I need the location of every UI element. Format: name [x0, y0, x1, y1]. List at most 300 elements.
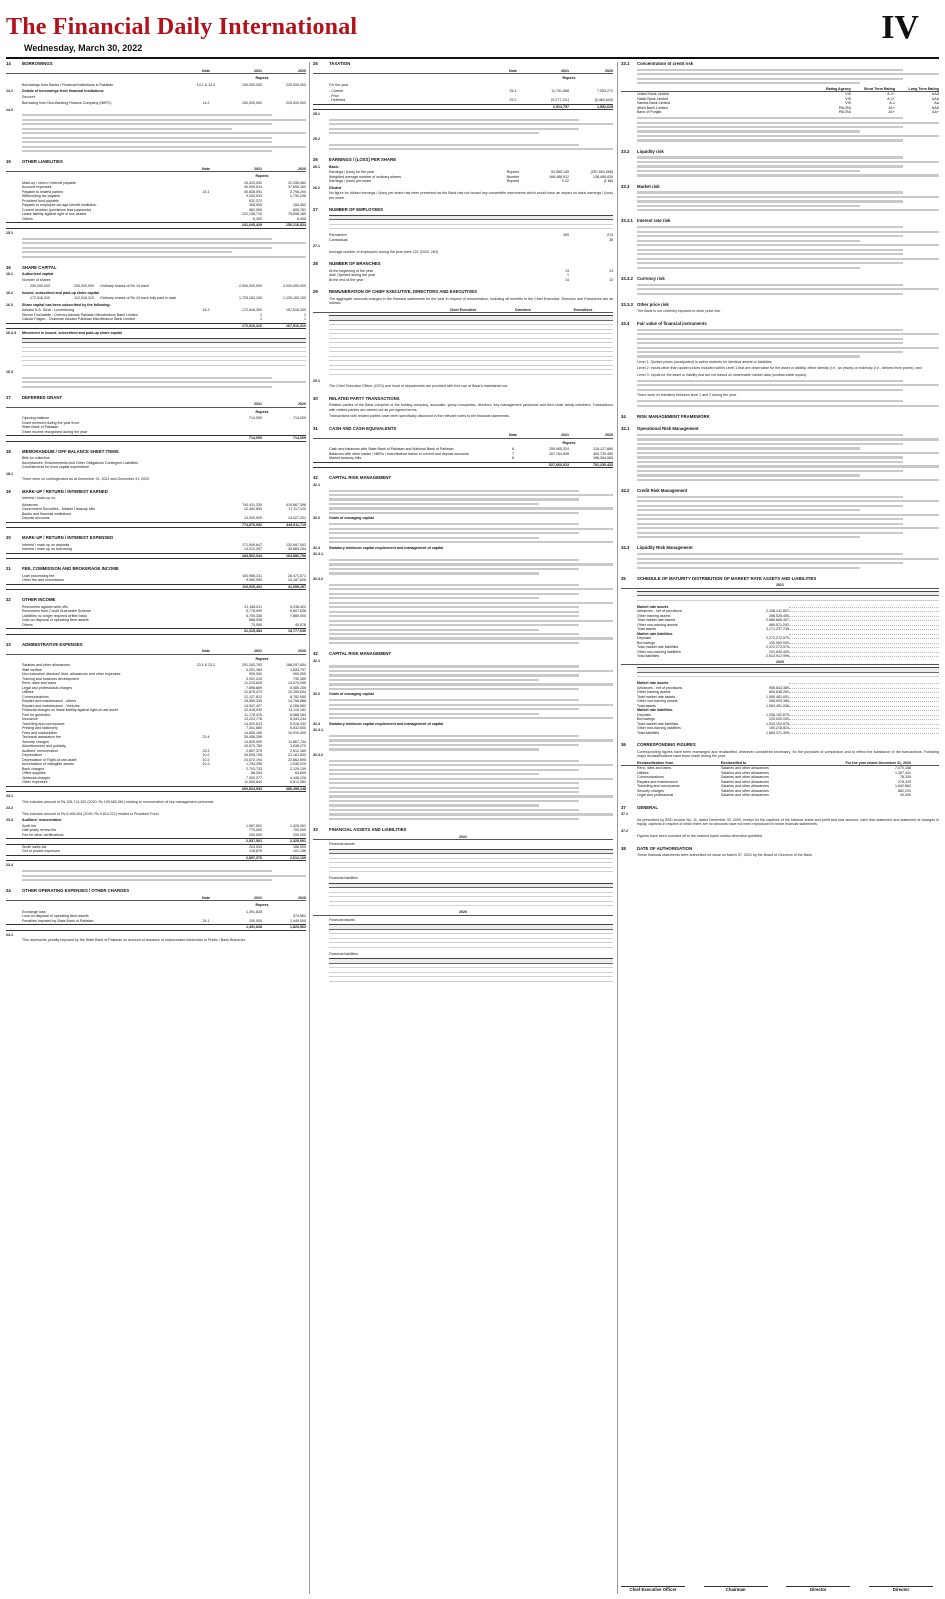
table-cell — [436, 370, 472, 375]
section-number: 33.1 — [621, 62, 630, 66]
row-label: Repairs and maintenance - Vehicles — [22, 703, 80, 708]
section-number: 33.3.1 — [621, 218, 633, 224]
fine-print-line — [637, 505, 903, 507]
table-cell — [474, 943, 502, 948]
rating-agency: VIS — [845, 101, 851, 106]
table-cell — [542, 225, 578, 230]
row-label: Non executive directors' fees, allowances and other expenses — [22, 672, 121, 677]
table-cell — [436, 225, 472, 230]
table-cell — [446, 868, 474, 873]
total-row — [6, 584, 306, 591]
value-2021: 10,673,789 — [244, 744, 262, 749]
row-label: Training and business development — [22, 676, 79, 681]
subsection-heading — [313, 379, 613, 384]
column-headings — [6, 402, 306, 408]
value-2020: 400,739,490 — [593, 451, 613, 456]
section-heading — [6, 266, 306, 271]
fine-print — [313, 791, 613, 807]
table-year-heading — [313, 835, 613, 841]
section-number: 34.2 — [621, 488, 630, 494]
row-note — [194, 925, 218, 930]
fine-print-line — [637, 347, 939, 349]
currency-heading — [313, 76, 613, 81]
row-note: 8 — [512, 456, 514, 461]
fine-print-line — [637, 73, 939, 75]
rupees-label: Rupees — [255, 903, 269, 908]
table-cell — [529, 868, 557, 873]
row-label — [6, 925, 194, 930]
section-title: OTHER INCOME — [22, 597, 56, 603]
subsection-heading — [313, 728, 613, 733]
total-2020: 386,495,248 — [286, 786, 306, 791]
value-2021: 100,000,000 — [242, 82, 262, 87]
section-number: 33.3.3 — [621, 301, 633, 307]
table-row — [6, 849, 306, 854]
table-cell — [542, 370, 578, 375]
column-headings — [6, 167, 306, 173]
fine-print-line — [637, 465, 939, 467]
table-cell — [390, 977, 418, 982]
maturity-label: Other earning assets — [637, 613, 671, 618]
fine-print-line — [329, 503, 539, 505]
row-label: Other expenses — [22, 780, 48, 785]
fine-print-line — [637, 389, 903, 391]
reclassified-from: Utilities — [637, 770, 649, 775]
maturity-label: Advances - net of provisions — [637, 609, 683, 614]
maturity-label: Deposits — [637, 712, 651, 717]
fine-print — [6, 238, 306, 258]
row-label: Current taxation (provisions less payments) — [22, 207, 92, 212]
section-number: 18 — [6, 448, 11, 454]
fine-print-line — [637, 527, 939, 529]
section-heading — [621, 743, 939, 748]
fine-print — [621, 342, 939, 358]
value-2020: 132,997,542 — [286, 542, 306, 547]
total-2020: 41,659,297 — [288, 584, 306, 589]
year-heading: 2021 — [254, 402, 262, 407]
value-2021: 1 — [260, 317, 262, 322]
value-2021: 172,516,300 — [242, 308, 262, 313]
fine-print-line — [22, 128, 232, 130]
maturity-label: Market rate liabilities — [637, 708, 673, 713]
value-2020: 101,168 — [293, 849, 306, 854]
rupees-label: Rupees — [255, 656, 269, 661]
year-heading: 2021 — [254, 68, 262, 73]
value-2021: 1,725,163,100 — [239, 296, 262, 301]
section-title: REMUNERATION OF CHIEF EXECUTIVE, DIRECTORS AND EXECUTIVES — [329, 289, 477, 295]
subsection-number: 15.1 — [6, 230, 13, 235]
section-number: 32 — [313, 651, 318, 657]
maturity-total: 1,963,491,036 — [766, 703, 789, 708]
note-section — [313, 290, 613, 389]
section-heading — [621, 62, 939, 67]
fine-print-line — [637, 69, 903, 71]
row-label: Weighted average number of ordinary shares — [329, 174, 402, 179]
rating-heading: Rating Agency — [825, 86, 851, 91]
fine-print-line — [329, 507, 613, 509]
note-heading: Note — [509, 68, 517, 73]
fine-print-line — [22, 251, 232, 253]
section-number: 29 — [313, 289, 318, 295]
subsection-number: 32.2 — [313, 516, 320, 521]
section-number: 16 — [6, 264, 11, 270]
maturity-buckets — [789, 713, 939, 716]
year-heading: 2021 — [561, 433, 569, 438]
total-2021: 1,491,828 — [246, 925, 262, 930]
section-title: Currency risk — [637, 275, 665, 281]
value-2021: 40,905,514 — [244, 185, 262, 190]
note-heading: Note — [509, 433, 517, 438]
maturity-buckets — [789, 731, 939, 734]
rating-agency: PACRA — [838, 110, 851, 115]
fine-print-line — [637, 342, 903, 344]
fine-print — [621, 117, 939, 142]
fine-print — [313, 490, 613, 515]
note-section — [6, 643, 306, 881]
row-label — [6, 787, 194, 792]
value-2020: 5,016,333 — [290, 721, 306, 726]
table-cell — [446, 943, 474, 948]
maturity-buckets — [789, 636, 939, 639]
note-section — [6, 62, 306, 152]
subsection-number: 32.3 — [313, 545, 320, 550]
fine-print-line — [329, 563, 613, 565]
note-section — [621, 577, 939, 736]
row-note — [194, 465, 218, 470]
table-cell — [810, 673, 853, 678]
maturity-total: 2,272,272,570 — [766, 636, 789, 641]
value-2020: 10,255,634 — [288, 690, 306, 695]
value-2020: 1,535,029 — [290, 762, 306, 767]
section-number: 20 — [6, 535, 11, 541]
rating-agency: VIS — [845, 92, 851, 97]
section-title: DEFERRED GRANT — [22, 394, 63, 400]
row-note: 10.2 — [202, 753, 210, 758]
row-label: Liabilities no longer required written back — [22, 613, 88, 618]
section-number: 34 — [621, 413, 626, 419]
fine-print — [313, 144, 613, 151]
fine-print-line — [637, 400, 903, 402]
column-headings — [6, 69, 306, 75]
value-2020: 6,568,184 — [290, 712, 306, 717]
bank-name: Habib Bank Limited — [637, 96, 669, 101]
value-2020: 13,115,161 — [288, 708, 306, 713]
row-label: Recoveries against write offs — [22, 604, 68, 609]
value-2020: 8,782,550 — [290, 694, 306, 699]
table-cell — [474, 977, 502, 982]
row-note — [194, 554, 218, 559]
table-cell — [400, 225, 436, 230]
short-term-rating: A-1+ — [887, 92, 895, 97]
subsection-number: 16.2 — [6, 290, 13, 295]
row-note — [501, 105, 525, 110]
table-cell — [471, 370, 507, 375]
row-note — [501, 238, 525, 243]
row-label: Fee for other certifications — [22, 832, 64, 837]
section-number: 35 — [621, 575, 626, 581]
bank-name: Allied Bank Limited — [637, 105, 668, 110]
subsection-title: Statutory minimum capital requirement and management of capital — [329, 545, 444, 550]
table-cell — [723, 596, 766, 601]
value-2020: (1.86) — [603, 179, 613, 184]
table-cell — [22, 361, 58, 366]
fine-print — [621, 69, 939, 85]
table-cell — [502, 868, 530, 873]
total-2021: 110,925,401 — [242, 584, 262, 589]
table-cell — [129, 361, 165, 366]
note-section — [6, 396, 306, 442]
note-heading: Note — [202, 68, 210, 73]
fine-print-line — [637, 452, 939, 454]
fine-print-line — [637, 355, 860, 357]
short-term-rating: A-1 — [889, 101, 895, 106]
value-2020: 14,756,888 — [288, 699, 306, 704]
value-2021: 1 — [567, 273, 569, 278]
note-text: Figures have been rounded off to the nearest rupee unless otherwise specified. — [637, 834, 763, 839]
section-number: 14 — [6, 62, 11, 66]
value-2021: 6,400 — [253, 216, 262, 221]
row-label: Staff welfare — [22, 667, 42, 672]
fine-print-line — [329, 620, 613, 622]
fine-print-line — [637, 558, 939, 560]
table-cell — [766, 673, 809, 678]
numeric-table — [329, 849, 613, 873]
value-2020: 1,633,797 — [290, 667, 306, 672]
section-heading — [313, 62, 613, 67]
row-note: 6 — [512, 447, 514, 452]
table-cell — [557, 977, 585, 982]
row-label: Penalties imposed by State Bank of Pakistan — [22, 918, 94, 923]
subsection-title: Authorised capital — [22, 272, 54, 277]
section-number: 33 — [313, 827, 318, 833]
section-heading — [6, 598, 306, 603]
section-number: 21 — [6, 566, 11, 572]
value-2021: 1,567,501 — [246, 823, 262, 828]
table-cell — [329, 225, 400, 230]
value-2020: 186,364,065 — [593, 456, 613, 461]
maturity-buckets — [789, 654, 939, 657]
table-cell — [418, 977, 446, 982]
fine-print-line — [22, 879, 272, 881]
signatures — [621, 1586, 939, 1593]
row-note — [194, 217, 218, 222]
maturity-buckets — [789, 695, 939, 698]
row-label: At the beginning of the year — [329, 268, 373, 273]
value-2020: 1,449,000 — [290, 918, 306, 923]
row-label: Rent, rates and taxes — [22, 681, 57, 686]
fine-print-line — [329, 665, 579, 667]
row-label: Mark-up / return / interest payable — [22, 180, 76, 185]
table-row — [313, 456, 613, 461]
row-label: Fuel for generator — [22, 712, 51, 717]
fine-print-line — [637, 262, 903, 264]
shares-2020: 200,000,000 — [74, 284, 94, 289]
fine-print-line — [329, 611, 579, 613]
note-section — [6, 450, 306, 482]
subsection-heading — [313, 753, 613, 758]
subsection-number: 32.3.1 — [313, 552, 323, 557]
fine-print-line — [22, 119, 306, 121]
subsection-heading — [6, 818, 306, 823]
column-divider — [309, 62, 310, 1594]
value-2021: 7,300,377 — [246, 775, 262, 780]
table-cell — [896, 673, 939, 678]
fine-print — [313, 615, 613, 631]
value-2021: 2,000,000,000 — [239, 284, 262, 289]
reclassification-heading: For the year ended December 31, 2020 — [845, 760, 911, 765]
row-label: Interest / mark up on borrowing — [22, 547, 72, 552]
row-label — [6, 523, 194, 528]
reclassified-from: Rent, rates and taxes — [637, 766, 672, 771]
section-heading — [6, 490, 306, 495]
row-label: - Prior — [329, 93, 339, 98]
section-title: MEMORANDUM / OFF BALANCE SHEET ITEMS — [22, 448, 119, 454]
table-row — [6, 317, 306, 322]
row-note — [194, 516, 218, 521]
value-2020: 410,667,396 — [286, 502, 306, 507]
maturity-label: Other earning assets — [637, 690, 671, 695]
value-2021: 14,029,613 — [244, 721, 262, 726]
section-heading — [6, 889, 306, 894]
row-label: Depreciation — [22, 753, 43, 758]
section-title: Operational Risk Management — [637, 426, 699, 432]
value-2021: 203,000 — [249, 844, 262, 849]
value-2020: 5,238,422 — [290, 604, 306, 609]
value-2021: 19,585,335 — [244, 699, 262, 704]
subsection-number: 37.1 — [621, 812, 628, 817]
maturity-label: Other non-earning liabilities — [637, 649, 681, 654]
total-row — [6, 786, 306, 793]
taxation-intro: For the year — [329, 82, 349, 87]
value-2020: 2,129,139 — [290, 766, 306, 771]
value-2021: 3,251,369 — [246, 667, 262, 672]
row-note — [194, 578, 218, 583]
long-term-rating: AA+ — [932, 110, 939, 115]
fine-print-line — [637, 496, 903, 498]
table-cell — [471, 225, 507, 230]
note-section — [621, 277, 939, 295]
remuneration-group-headings — [313, 308, 613, 314]
subsection-heading — [313, 546, 613, 551]
fine-print-line — [637, 209, 939, 211]
subsection-heading — [313, 112, 613, 117]
table-row — [313, 238, 613, 243]
row-label: Steven Duchatelle - Director Advans Pakistan Microfinance Bank Limited — [22, 312, 138, 317]
section-heading — [6, 567, 306, 572]
row-label: Amortization of intangible assets — [22, 762, 74, 767]
subsection-number: 14.2 — [6, 107, 13, 112]
table-group-label: Financial assets — [329, 842, 355, 847]
note-section — [6, 490, 306, 529]
row-label: Communications — [22, 694, 49, 699]
subsection-title: Diluted — [329, 185, 342, 190]
fine-print-line — [329, 764, 613, 766]
row-label: Travelling and conveyance — [22, 721, 65, 726]
note-section — [621, 546, 939, 568]
section-number: 31 — [313, 425, 318, 431]
table-row — [6, 516, 306, 521]
fine-print-line — [329, 588, 613, 590]
value-2021: 770,000 — [249, 828, 262, 833]
maturity-buckets — [789, 627, 939, 630]
row-note — [194, 833, 218, 838]
column-headings — [313, 433, 613, 439]
fine-print-line — [637, 126, 903, 128]
maturity-total: 241,640,429 — [769, 649, 789, 654]
fine-print-line — [637, 470, 903, 472]
fine-print-line — [22, 132, 306, 134]
notes-column-2 — [313, 62, 613, 1594]
fine-print-line — [637, 226, 903, 228]
row-label: Earnings / (loss) for the year — [329, 170, 375, 175]
value-2021: 200,000 — [249, 832, 262, 837]
row-label: Contractual — [329, 237, 348, 242]
total-2020: 19,777,636 — [288, 629, 306, 634]
fine-print-line — [637, 405, 939, 407]
value-2021 — [525, 238, 569, 243]
fine-print-line — [329, 778, 613, 780]
row-label: Gain on disposal of operating fixed assets — [22, 618, 89, 623]
table-cell — [637, 596, 723, 601]
maturity-buckets — [789, 681, 939, 684]
value-2020: 10,910,405 — [288, 730, 306, 735]
maturity-buckets — [789, 686, 939, 689]
note-section — [313, 208, 613, 254]
row-label: Printing and stationery — [22, 726, 58, 731]
maturity-label: Borrowings — [637, 640, 655, 645]
subsection-number: 23.1 — [6, 794, 13, 799]
rupees-label: Rupees — [255, 409, 269, 414]
row-label: State Bank of Pakistan — [22, 425, 59, 430]
maturity-label: Advances - net of provisions — [637, 685, 683, 690]
table-cell — [474, 902, 502, 907]
value-2020: 8,443,244 — [290, 717, 306, 722]
subsection-number: 37.2 — [621, 828, 628, 833]
reclassified-amount: 1,842,662 — [895, 784, 911, 789]
section-number: 27 — [313, 207, 318, 213]
value-2020: 6,612,382 — [290, 780, 306, 785]
fine-print-line — [637, 139, 903, 141]
maturity-total: 485,571,292 — [769, 622, 789, 627]
table-cell — [529, 943, 557, 948]
maturity-total: 225,000,000 — [769, 717, 789, 722]
fine-print-line — [637, 156, 903, 158]
section-heading — [621, 303, 939, 308]
value-2021: 13 — [565, 268, 569, 273]
year-heading: 2020 — [298, 895, 306, 900]
row-label: Fees and subscription — [22, 730, 58, 735]
value-2021: 1,391,828 — [246, 909, 262, 914]
maturity-total: 2,613,912,999 — [766, 654, 789, 659]
year-heading: 2020 — [298, 166, 306, 171]
fine-print-line — [637, 479, 939, 481]
subsection-title: Goals of managing capital — [329, 516, 374, 521]
row-label: Repairs and maintenance - others — [22, 699, 77, 704]
subsection-number: 32.1 — [313, 658, 320, 663]
fine-print-line — [637, 165, 903, 167]
section-heading — [621, 322, 939, 327]
value-2020 — [262, 465, 306, 470]
table-cell — [93, 361, 129, 366]
value-2021: 12,127,812 — [244, 694, 262, 699]
bank-name: Samba Bank Limited — [637, 101, 671, 106]
section-heading — [621, 806, 939, 811]
reclassified-to: Salaries and other allowances — [721, 770, 769, 775]
fine-print-line — [329, 512, 579, 514]
section-heading — [313, 476, 613, 481]
value-2020: 5,532,600 — [290, 726, 306, 731]
value-2020: (5,460,643) — [594, 98, 613, 102]
